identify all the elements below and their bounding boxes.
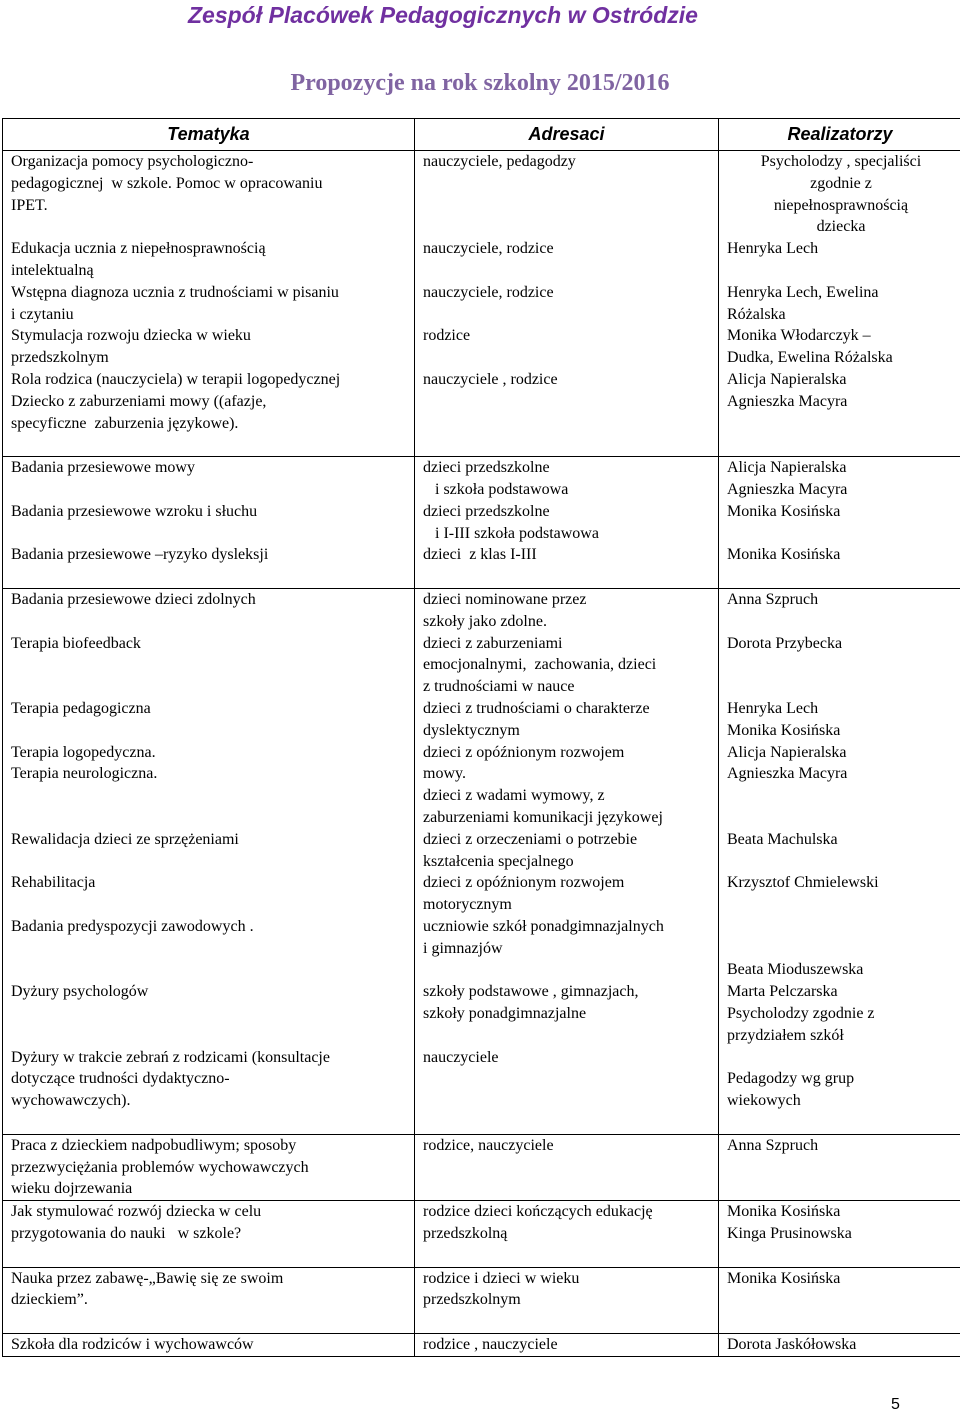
cell-line: nauczyciele, pedagodzy (423, 153, 576, 170)
cell-line: Kinga Prusinowska (727, 1225, 852, 1243)
cell-line (727, 916, 955, 938)
cell-line: Różalska (727, 305, 786, 323)
cell-line (11, 938, 408, 960)
table-header-row (3, 119, 960, 151)
cell-line: Beata Machulska (727, 830, 838, 848)
cell-line: Dorota Jaskółowska (727, 1336, 857, 1354)
cell-line: nauczyciele (423, 1048, 499, 1066)
cell-line: IPET. (11, 196, 48, 214)
cell-line: Anna Szpruch (727, 1136, 819, 1154)
cell-line (727, 1112, 955, 1134)
cell-line: Wstępna diagnoza ucznia z trudnościami w pisaniu (11, 283, 339, 301)
cell-line: dzieckiem”. (11, 1291, 88, 1309)
cell-line: zaburzeniami komunikacji językowej (423, 808, 663, 826)
cell-line (727, 807, 955, 829)
cell-line (11, 1112, 408, 1134)
cell-line: rodzice dzieci kończących edukację (423, 1203, 653, 1221)
cell-line: Psycholodzy , specjaliści (760, 153, 922, 170)
table-row (3, 1201, 960, 1267)
cell-line: Monika Kosińska (727, 721, 841, 739)
table-row (3, 457, 960, 589)
cell-line: szkoły ponadgimnazjalne (423, 1005, 587, 1023)
cell-line (423, 195, 712, 217)
cell-line: Edukacja ucznia z niepełnosprawnością (11, 240, 266, 258)
cell-line (423, 173, 712, 195)
cell-line: nauczyciele, rodzice (423, 283, 554, 301)
table-cell-audience (415, 457, 719, 589)
cell-line: rodzice i dzieci w wieku (423, 1269, 580, 1287)
cell-line (11, 566, 408, 588)
cell-line: intelektualną (11, 261, 94, 279)
cell-line: przedszkolnym (11, 349, 109, 367)
cell-line: Henryka Lech, Ewelina (727, 283, 879, 301)
cell-line: Agnieszka Macyra (727, 765, 848, 783)
cell-line (423, 1068, 712, 1090)
cell-line: rodzice, nauczyciele (423, 1136, 554, 1154)
cell-line: przydziałem szkół (727, 1026, 844, 1044)
cell-line (11, 676, 408, 698)
cell-line (423, 1025, 712, 1047)
cell-line: wiekowych (727, 1092, 801, 1110)
cell-line: szkoły jako zdolne. (423, 612, 547, 630)
cell-line: Rola rodzica (nauczyciela) w terapii logopedycznej (11, 370, 341, 388)
cell-line: Dudka, Ewelina Różalska (727, 349, 893, 367)
cell-line: Monika Kosińska (727, 546, 841, 564)
table-cell-audience (415, 151, 719, 457)
cell-line (727, 566, 955, 588)
cell-line (11, 894, 408, 916)
proposals-table (2, 118, 960, 1357)
table-cell-presenters (719, 457, 960, 589)
cell-line (11, 1245, 408, 1267)
cell-line (11, 611, 408, 633)
table-cell-presenters (719, 1201, 960, 1267)
cell-line: Szkoła dla rodziców i wychowawców (11, 1336, 254, 1354)
cell-line: Monika Włodarczyk – (727, 327, 871, 345)
table-cell-audience (415, 1134, 719, 1200)
table-row (3, 1134, 960, 1200)
cell-line (423, 566, 712, 588)
organization-title: Zespół Placówek Pedagogicznych w Ostródzie (188, 2, 698, 28)
cell-line: Terapia logopedyczna. (11, 743, 156, 761)
cell-line: Dorota Przybecka (727, 634, 843, 652)
table-cell-topic (3, 457, 415, 589)
cell-line: przedszkolną (423, 1225, 508, 1243)
cell-line: dzieci z klas I-III (423, 546, 537, 564)
table-cell-audience (415, 1201, 719, 1267)
cell-line: dzieci z opóźnionym rozwojem (423, 874, 625, 892)
table-cell-presenters (719, 588, 960, 1134)
table-cell-presenters (719, 1134, 960, 1200)
cell-line (423, 304, 712, 326)
cell-line (11, 959, 408, 981)
cell-line: Dyżury psychologów (11, 983, 149, 1001)
table-cell-presenters (719, 151, 960, 457)
cell-line (11, 479, 408, 501)
document-title: Propozycje na rok szkolny 2015/2016 (290, 70, 670, 96)
cell-line: rodzice (423, 327, 471, 345)
table-row (3, 1334, 960, 1357)
cell-line: przezwyciężania problemów wychowawczych (11, 1158, 309, 1176)
cell-line: Marta Pelczarska (727, 983, 838, 1001)
cell-line: Jak stymulować rozwój dziecka w celu (11, 1203, 262, 1221)
cell-line: wieku dojrzewania (11, 1180, 133, 1198)
table-cell-topic (3, 151, 415, 457)
cell-line: Monika Kosińska (727, 502, 841, 520)
cell-line (727, 894, 955, 916)
cell-line: dzieci z zaburzeniami (423, 634, 563, 652)
cell-line: Badania przesiewowe –ryzyko dysleksji (11, 546, 269, 564)
cell-line (11, 851, 408, 873)
cell-line: nauczyciele, rodzice (423, 240, 554, 258)
cell-line (423, 959, 712, 981)
cell-line: Agnieszka Macyra (727, 392, 848, 410)
cell-line: mowy. (423, 765, 466, 783)
cell-line (727, 654, 955, 676)
cell-line: Organizacja pomocy psychologiczno- (11, 153, 254, 170)
cell-line: Terapia biofeedback (11, 634, 141, 652)
cell-line: dziecka (816, 218, 866, 236)
cell-line: nauczyciele , rodzice (423, 370, 558, 388)
cell-line: kształcenia specjalnego (423, 852, 574, 870)
cell-line (727, 676, 955, 698)
cell-line: Krzysztof Chmielewski (727, 874, 879, 892)
cell-line: wychowawczych). (11, 1092, 131, 1110)
cell-line (727, 851, 955, 873)
cell-line (11, 1025, 408, 1047)
cell-line (11, 216, 408, 238)
cell-line (727, 1047, 955, 1069)
cell-line: Henryka Lech (727, 240, 819, 258)
table-row (3, 151, 960, 457)
cell-line: dzieci z trudnościami o charakterze (423, 699, 650, 717)
cell-line (727, 523, 955, 545)
cell-line: dyslektycznym (423, 721, 520, 739)
cell-line: dzieci z wadami wymowy, z (423, 787, 605, 805)
cell-line: Beata Mioduszewska (727, 961, 864, 979)
cell-line: Psycholodzy zgodnie z (727, 1005, 875, 1023)
table-row (3, 1267, 960, 1333)
cell-line: i czytaniu (11, 305, 74, 323)
cell-line: Alicja Napieralska (727, 459, 847, 477)
cell-line: rodzice , nauczyciele (423, 1336, 558, 1354)
cell-line: dzieci nominowane przez (423, 590, 587, 608)
cell-line: uczniowie szkół ponadgimnazjalnych (423, 917, 664, 935)
table-cell-audience (415, 1267, 719, 1333)
cell-line (423, 1090, 712, 1112)
cell-line: dzieci przedszkolne (423, 502, 550, 520)
cell-line: dzieci z opóźnionym rozwojem (423, 743, 625, 761)
cell-line: pedagogicznej w szkole. Pomoc w opracowaniu (11, 174, 323, 192)
table-row (3, 588, 960, 1134)
cell-line (11, 807, 408, 829)
cell-line: dzieci z orzeczeniami o potrzebie (423, 830, 638, 848)
cell-line (423, 1112, 712, 1134)
cell-line: Dyżury w trakcie zebrań z rodzicami (konsultacje (11, 1048, 330, 1066)
cell-line (727, 785, 955, 807)
cell-line: Rewalidacja dzieci ze sprzężeniami (11, 830, 239, 848)
cell-line: Terapia pedagogiczna (11, 699, 151, 717)
cell-line (11, 523, 408, 545)
cell-line: i gimnazjów (423, 939, 503, 957)
cell-line (727, 611, 955, 633)
cell-line (423, 347, 712, 369)
cell-line: Alicja Napieralska (727, 370, 847, 388)
cell-line (11, 1003, 408, 1025)
column-header-topic: Tematyka (3, 119, 415, 151)
cell-line (423, 216, 712, 238)
table-cell-audience (415, 1334, 719, 1357)
cell-line: niepełnosprawnością (773, 196, 909, 214)
table-body (3, 151, 960, 1357)
cell-line: Alicja Napieralska (727, 743, 847, 761)
cell-line: Dziecko z zaburzeniami mowy ((afazje, (11, 392, 267, 410)
cell-line: dzieci przedszkolne (423, 459, 550, 477)
cell-line: Anna Szpruch (727, 590, 819, 608)
cell-line: Stymulacja rozwoju dziecka w wieku (11, 327, 251, 345)
cell-line: Nauka przez zabawę-„Bawię się ze swoim (11, 1269, 284, 1287)
cell-line: Henryka Lech (727, 699, 819, 717)
cell-line (727, 938, 955, 960)
cell-line: Badania predyspozycji zawodowych . (11, 917, 254, 935)
column-header-audience: Adresaci (415, 119, 719, 151)
cell-line (11, 654, 408, 676)
cell-line: Praca z dzieckiem nadpobudliwym; sposoby (11, 1136, 297, 1154)
page-number: 5 (891, 1396, 900, 1413)
cell-line: i szkoła podstawowa (423, 480, 569, 498)
cell-line: Rehabilitacja (11, 874, 96, 892)
cell-line (11, 720, 408, 742)
table-cell-audience (415, 588, 719, 1134)
table-cell-topic (3, 1134, 415, 1200)
cell-line: Monika Kosińska (727, 1203, 841, 1221)
table-cell-topic (3, 1267, 415, 1333)
table-cell-presenters (719, 1267, 960, 1333)
cell-line: emocjonalnymi, zachowania, dzieci (423, 656, 657, 674)
cell-line: dotyczące trudności dydaktyczno- (11, 1070, 230, 1088)
cell-line: przedszkolnym (423, 1291, 521, 1309)
cell-line: specyficzne zaburzenia językowe). (11, 414, 239, 432)
cell-line (11, 434, 408, 456)
cell-line: Badania przesiewowe wzroku i słuchu (11, 502, 258, 520)
cell-line (11, 785, 408, 807)
cell-line: Terapia neurologiczna. (11, 765, 158, 783)
cell-line: motorycznym (423, 896, 512, 914)
cell-line: Monika Kosińska (727, 1269, 841, 1287)
table-cell-topic (3, 1334, 415, 1357)
table-cell-presenters (719, 1334, 960, 1357)
cell-line: przygotowania do nauki w szkole? (11, 1225, 242, 1243)
table-cell-topic (3, 1201, 415, 1267)
cell-line: Badania przesiewowe dzieci zdolnych (11, 590, 256, 608)
column-header-presenters: Realizatorzy (719, 119, 960, 151)
cell-line (423, 260, 712, 282)
cell-line: Agnieszka Macyra (727, 480, 848, 498)
cell-line (727, 260, 955, 282)
cell-line: z trudnościami w nauce (423, 678, 575, 696)
cell-line: i I-III szkoła podstawowa (423, 524, 599, 542)
cell-line: Badania przesiewowe mowy (11, 459, 195, 477)
cell-line: zgodnie z (810, 174, 872, 192)
table-cell-topic (3, 588, 415, 1134)
cell-line: szkoły podstawowe , gimnazjach, (423, 983, 639, 1001)
cell-line: Pedagodzy wg grup (727, 1070, 855, 1088)
cell-line (11, 1311, 408, 1333)
